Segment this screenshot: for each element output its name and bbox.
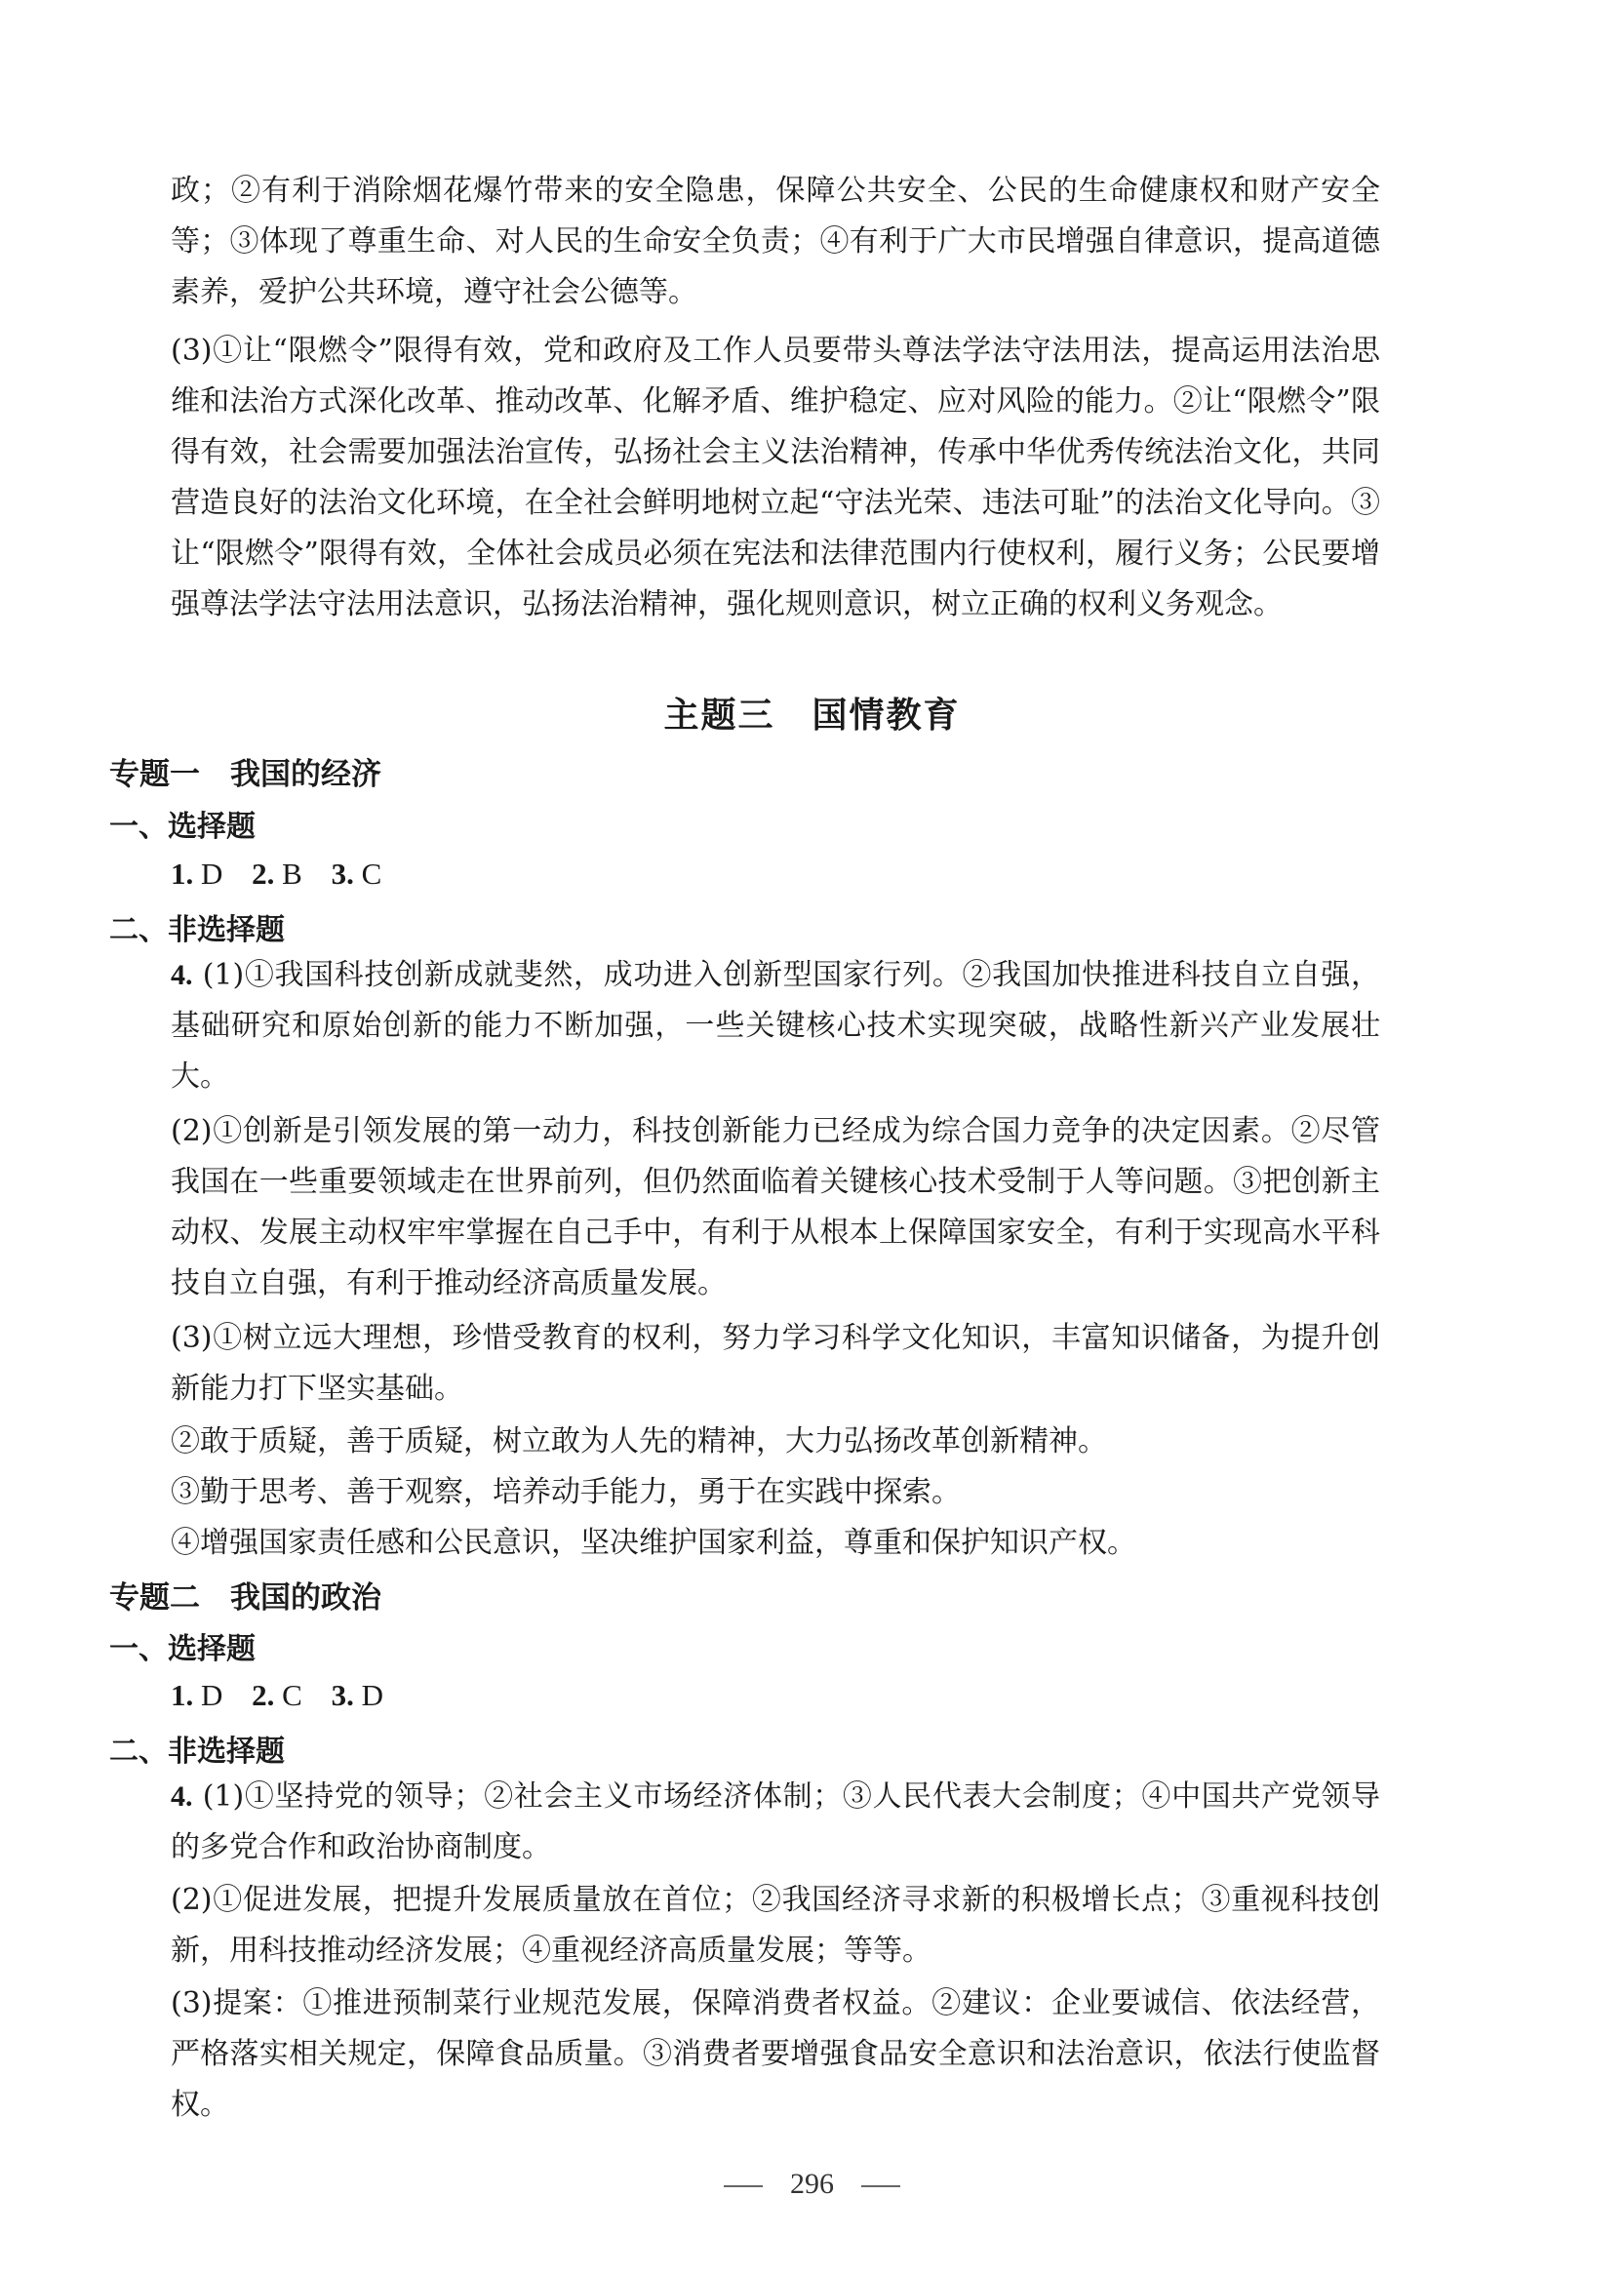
answer-value: C: [361, 857, 382, 891]
q4-part3-item4: ④增强国家责任感和公民意识，坚决维护国家利益，尊重和保护知识产权。: [171, 1526, 1136, 1560]
q4-part1: [171, 950, 1380, 1102]
question-number: 4.: [171, 1780, 193, 1813]
answer-value: D: [361, 1678, 383, 1712]
q4-part3-item2: ②敢于质疑，善于质疑，树立敢为人先的精神，大力弘扬改革创新精神。: [171, 1424, 1107, 1458]
q4-part2-topic2: (2)①促进发展，把提升发展质量放在首位；②我国经济寻求新的积极增长点；③重视科技创新，用科技推动经济发展；④重视经济高质量发展；等等。: [171, 1883, 1380, 1968]
special-topic-2-title: 专题二 我国的政治: [109, 1580, 381, 1616]
nonchoice-heading-2: 二、非选择题: [109, 1735, 285, 1769]
dash-right: [861, 2185, 900, 2187]
choice-answers-2: [171, 1670, 383, 1721]
answer-number: 3.: [331, 1678, 354, 1712]
question-number: 4.: [171, 959, 193, 991]
topic-title: 主题三 国情教育: [663, 696, 961, 736]
page-number: [0, 2168, 1624, 2201]
answer-value: C: [282, 1678, 302, 1712]
q4-part1-topic2-text: (1)①坚持党的领导；②社会主义市场经济体制；③人民代表大会制度；④中国共产党领导的多党合作和政治协商制度。: [171, 1779, 1380, 1864]
paragraph-q3-answer: (3)①让“限燃令”限得有效，党和政府及工作人员要带头尊法学法守法用法，提高运用法治思维和法治方式深化改革、推动改革、化解矛盾、维护稳定、应对风险的能力。②让“限燃令”限得有效，社会需要加强法治宣传，弘扬社会主义法治精神，传承中华优秀传统法治文化，共同营造良好的法治文化环境，在全社会鲜明地树立起“守法光荣、违法可耻”的法治文化导向。③让“限燃令”限得有效，全体社会成员必须在宪法和法律范围内行使权利，履行义务；公民要增强尊法学法守法用法意识，弘扬法治精神，强化规则意识，树立正确的权利义务观念。: [171, 334, 1380, 621]
q4-part2: (2)①创新是引领发展的第一动力，科技创新能力已经成为综合国力竞争的决定因素。②尽管我国在一些重要领域走在世界前列，但仍然面临着关键核心技术受制于人等问题。③把创新主动权、发展主动权牢牢掌握在自己手中，有利于从根本上保障国家安全，有利于实现高水平科技自立自强，有利于推动经济高质量发展。: [171, 1114, 1380, 1300]
page-number-text: 296: [790, 2168, 834, 2200]
q4-part3-item3: ③勤于思考、善于观察，培养动手能力，勇于在实践中探索。: [171, 1475, 961, 1509]
answer-number: 2.: [252, 1678, 275, 1712]
answer-number: 1.: [171, 857, 194, 891]
paragraph-continuation: 政；②有利于消除烟花爆竹带来的安全隐患，保障公共安全、公民的生命健康权和财产安全等；③体现了尊重生命、对人民的生命安全负责；④有利于广大市民增强自律意识，提高道德素养，爱护公共环境，遵守社会公德等。: [171, 174, 1380, 309]
special-topic-1-title: 专题一 我国的经济: [109, 757, 381, 792]
choice-heading-1: 一、选择题: [109, 810, 256, 844]
q4-part3: (3)①树立远大理想，珍惜受教育的权利，努力学习科学文化知识，丰富知识储备，为提升创新能力打下坚实基础。: [171, 1321, 1380, 1406]
answer-value: B: [282, 857, 302, 891]
nonchoice-heading-1: 二、非选择题: [109, 913, 285, 947]
answer-number: 1.: [171, 1678, 194, 1712]
choice-heading-2: 一、选择题: [109, 1632, 256, 1666]
q4-part3-topic2: (3)提案：①推进预制菜行业规范发展，保障消费者权益。②建议：企业要诚信、依法经营，严格落实相关规定，保障食品质量。③消费者要增强食品安全意识和法治意识，依法行使监督权。: [171, 1986, 1380, 2122]
q4-part1-topic2: [171, 1772, 1380, 1873]
answer-number: 2.: [252, 857, 275, 891]
answer-number: 3.: [331, 857, 354, 891]
q4-part1-text: (1)①我国科技创新成就斐然，成功进入创新型国家行列。②我国加快推进科技自立自强，基础研究和原始创新的能力不断加强，一些关键核心技术实现突破，战略性新兴产业发展壮大。: [171, 958, 1380, 1094]
dash-left: [724, 2185, 763, 2187]
answer-value: D: [201, 857, 223, 891]
choice-answers-1: [171, 849, 381, 899]
answer-value: D: [201, 1678, 223, 1712]
